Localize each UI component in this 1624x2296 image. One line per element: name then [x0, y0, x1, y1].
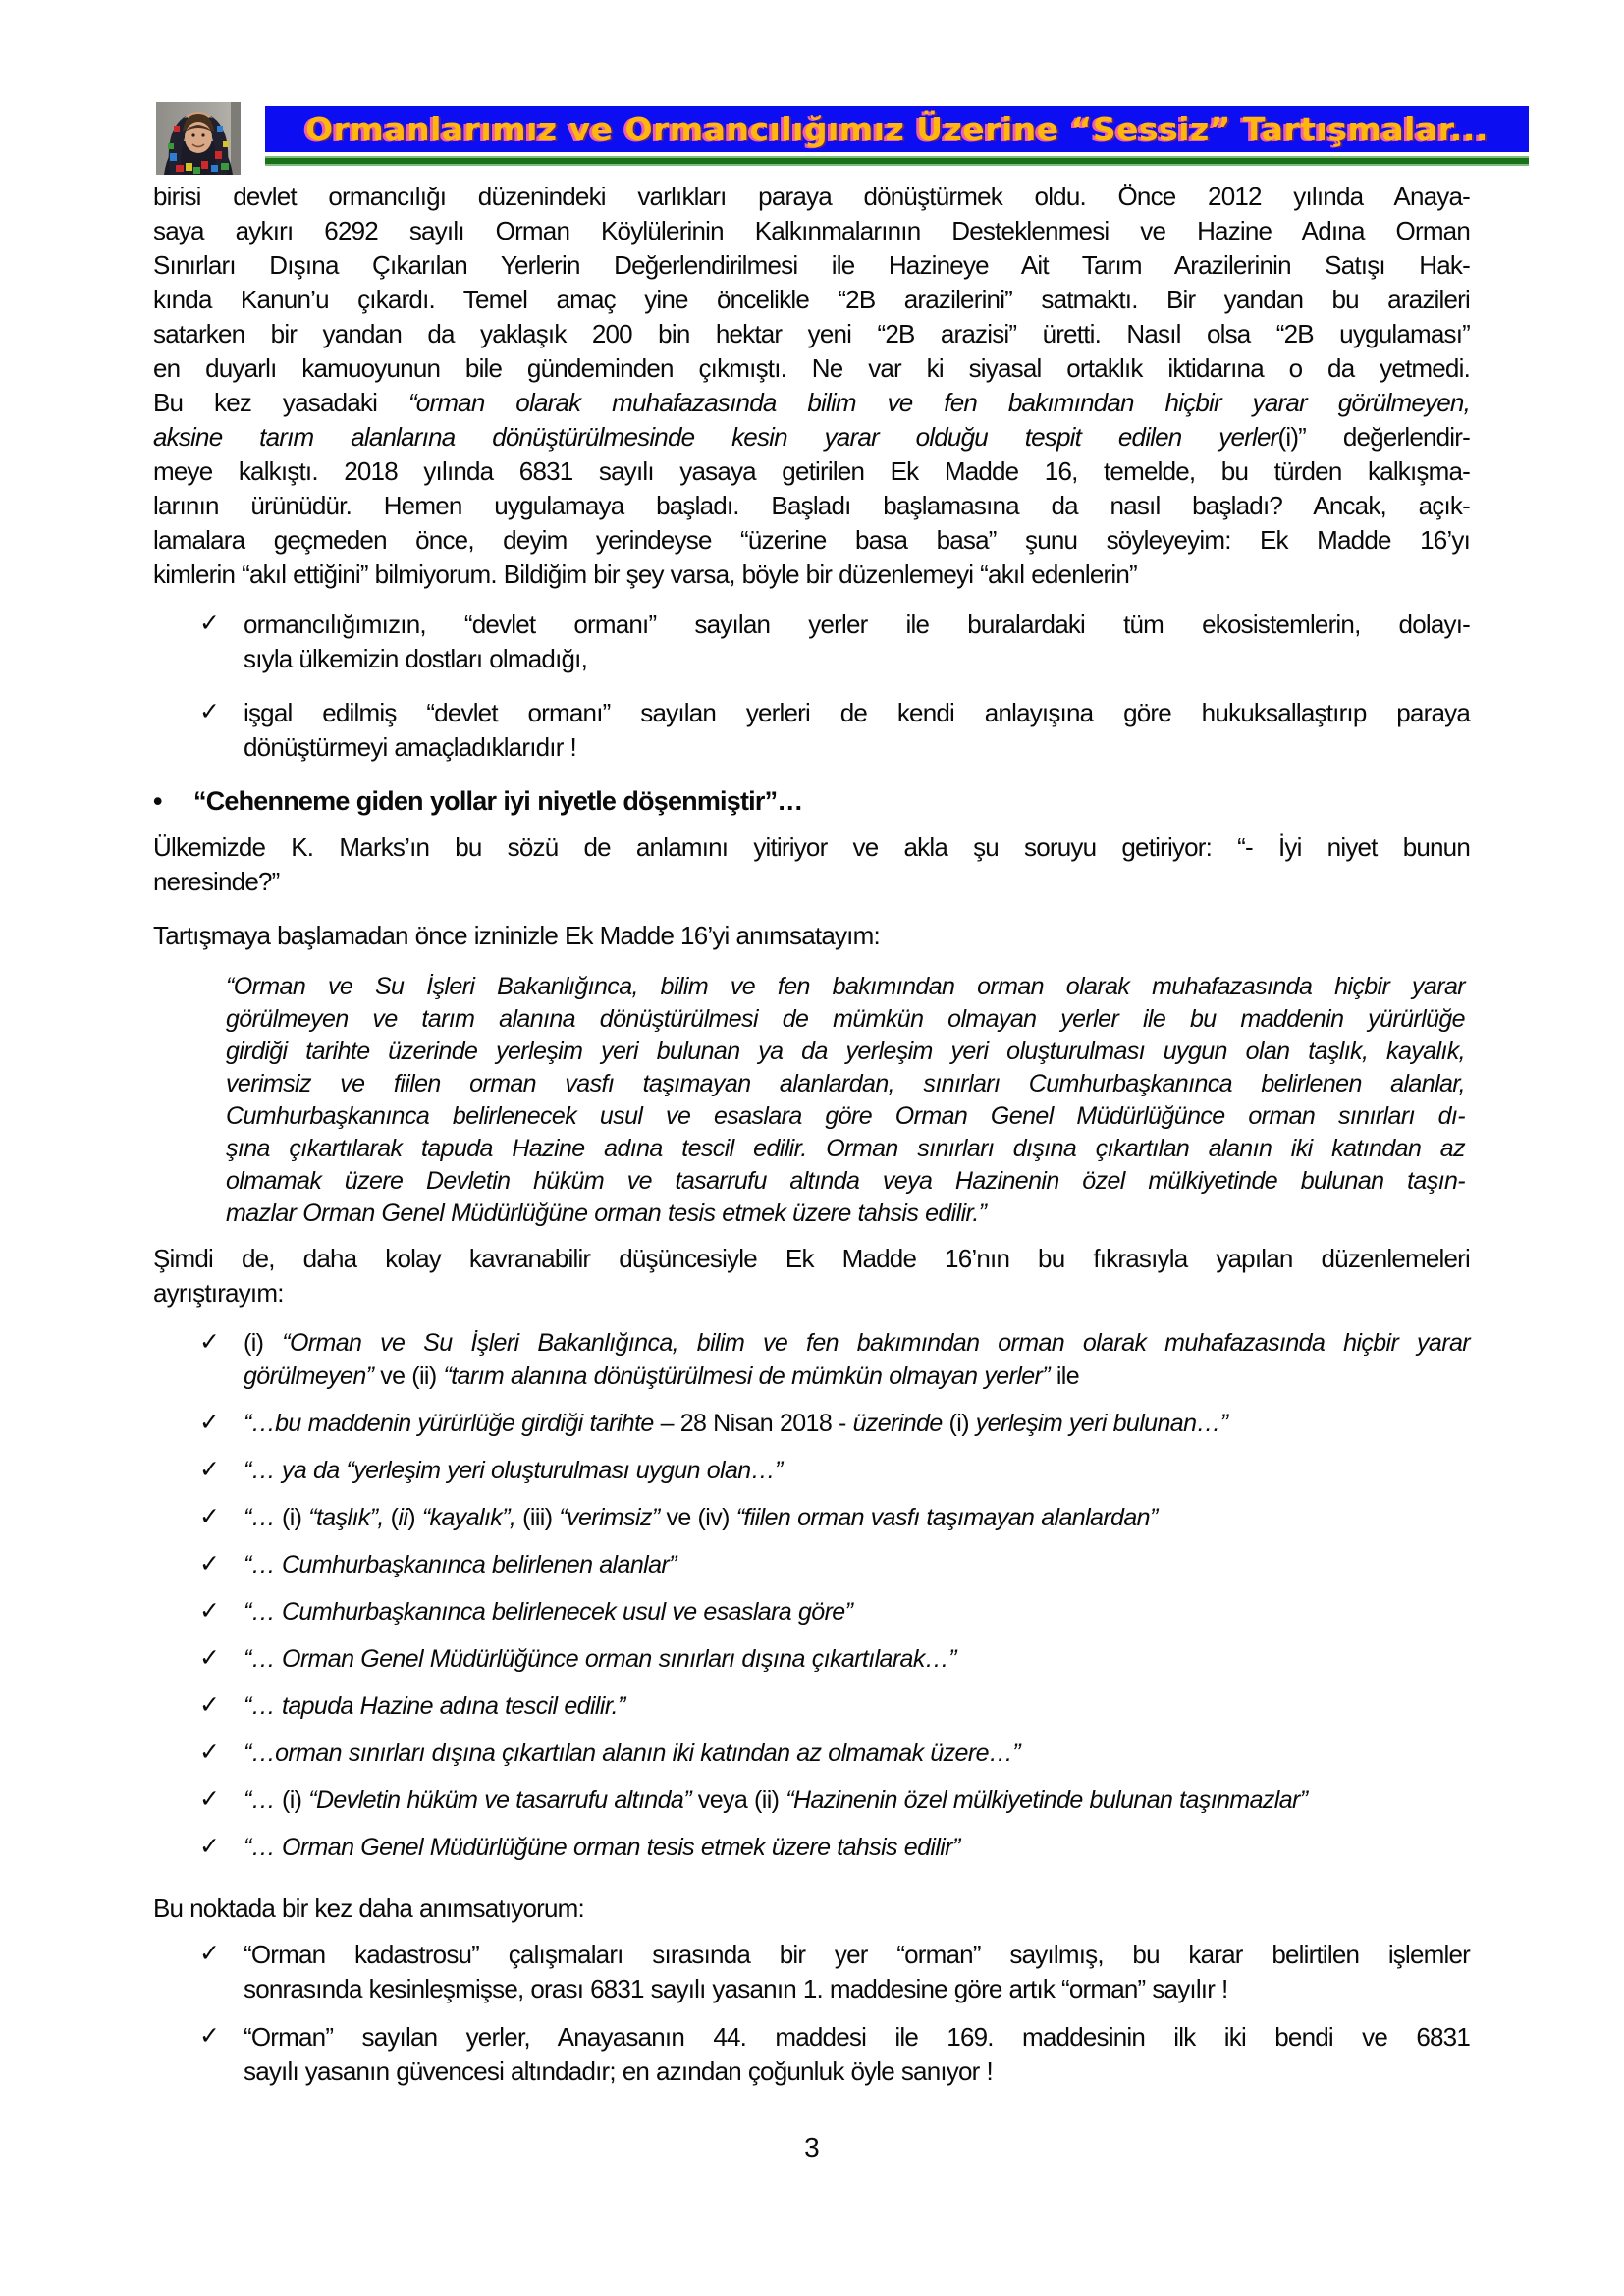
- list-item: [199, 2020, 1470, 2089]
- green-rule: [265, 156, 1529, 166]
- check-icon: ✓: [199, 1597, 220, 1625]
- section-heading-text: “Cehenneme giden yollar iyi niyetle döşenmiştir”…: [193, 786, 803, 816]
- check-icon: ✓: [199, 1738, 220, 1766]
- text-line: olmamak üzere Devletin hüküm ve tasarrufu altında veya Hazinenin özel mülkiyetinde bulunan taşın-: [226, 1167, 1465, 1195]
- paragraph-invite: [153, 919, 1470, 953]
- text-line: Ülkemizde K. Marks’ın bu sözü de anlamını yitiriyor ve akla şu soruyu getiriyor: “- İyi niyet bunun: [153, 832, 1470, 862]
- law-quote-block: [226, 971, 1465, 1230]
- paragraph-simdi: [153, 1242, 1470, 1310]
- list-item-text: [244, 1407, 1470, 1440]
- text-line: görülmeyen” ve (ii) “tarım alanına dönüştürülmesi de mümkün olmayan yerler” ile: [244, 1362, 1080, 1390]
- text-line: meye kalkıştı. 2018 yılında 6831 sayılı yasaya getirilen Ek Madde 16, temelde, bu türden kalkışma-: [153, 456, 1470, 486]
- check-icon: ✓: [199, 1940, 220, 1967]
- check-icon: ✓: [199, 1644, 220, 1672]
- list-item: [199, 1689, 1470, 1723]
- author-photo: [156, 102, 241, 175]
- text-line: mazlar Orman Genel Müdürlüğüne orman tesis etmek üzere tahsis edilir.”: [226, 1200, 987, 1227]
- text-line: neresinde?”: [153, 867, 280, 896]
- page-title: Ormanlarımız ve Ormancılığımız Üzerine “Sessiz” Tartışmalar...: [305, 110, 1489, 148]
- text-line: Bu noktada bir kez daha anımsatıyorum:: [153, 1894, 584, 1923]
- check-icon: ✓: [199, 1328, 220, 1356]
- text-line: larının ürünüdür. Hemen uygulamaya başladı. Başladı başlamasına da nasıl başladı? Ancak, açık-: [153, 491, 1470, 520]
- list-item-text: [244, 1642, 1470, 1676]
- text-line: kimlerin “akıl ettiğini” bilmiyorum. Bildiğim bir şey varsa, böyle bir düzenlemeyi “akıl edenlerin”: [153, 560, 1137, 589]
- document-body: [153, 180, 1470, 2164]
- bullet-icon: •: [153, 786, 162, 816]
- text-line: “Orman” sayılan yerler, Anayasanın 44. maddesi ile 169. maddesinin ilk iki bendi ve 6831: [244, 2022, 1470, 2052]
- list-item: [199, 608, 1470, 676]
- list-item-text: [244, 696, 1470, 765]
- check-icon: ✓: [199, 2022, 220, 2050]
- text-line: “… Cumhurbaşkanınca belirlenecek usul ve esaslara göre”: [244, 1598, 853, 1626]
- text-line: birisi devlet ormancılığı düzenindeki varlıkları paraya dönüştürmek oldu. Önce 2012 yılında Anaya-: [153, 182, 1470, 211]
- analysis-list: [153, 1326, 1470, 1864]
- list-item: [199, 696, 1470, 765]
- text-line: “Orman ve Su İşleri Bakanlığınca, bilim ve fen bakımından orman olarak muhafazasında hiçbir yarar: [226, 973, 1465, 1000]
- page-number: 3: [804, 2132, 819, 2163]
- paragraph-marks: [153, 830, 1470, 899]
- list-item-text: [244, 1454, 1470, 1487]
- list-item: [199, 1501, 1470, 1534]
- text-line: görülmeyen ve tarım alanına dönüştürülmesi de mümkün olmayan yerler ile bu maddenin yürürlüğe: [226, 1005, 1465, 1033]
- title-banner: [265, 106, 1529, 152]
- section-heading: [153, 784, 1470, 819]
- conclusions-list: [153, 608, 1470, 765]
- check-icon: ✓: [199, 1786, 220, 1813]
- text-line: Sınırları Dışına Çıkarılan Yerlerin Değerlendirilmesi ile Hazineye Ait Tarım Arazilerinin Satışı Hak-: [153, 250, 1470, 280]
- list-item: [199, 1938, 1470, 2006]
- text-line: ormancılığımızın, “devlet ormanı” sayılan yerler ile buralardaki tüm ekosistemlerin, dolayı-: [244, 610, 1470, 639]
- list-item: [199, 1326, 1470, 1393]
- check-icon: ✓: [199, 1550, 220, 1577]
- list-item: [199, 1454, 1470, 1487]
- paragraph-noktada: [153, 1892, 1470, 1926]
- text-line: “…orman sınırları dışına çıkartılan alanın iki katından az olmamak üzere…”: [244, 1739, 1020, 1767]
- text-line: Şimdi de, daha kolay kavranabilir düşüncesiyle Ek Madde 16’nın bu fıkrasıyla yapılan düzenlemeleri: [153, 1244, 1470, 1273]
- list-item: [199, 1548, 1470, 1581]
- list-item: [199, 1831, 1470, 1864]
- text-line: kında Kanun’u çıkardı. Temel amaç yine öncelikle “2B arazilerini” satmaktı. Bir yandan bu arazileri: [153, 285, 1470, 314]
- text-line: “… tapuda Hazine adına tescil edilir.”: [244, 1692, 625, 1720]
- list-item: [199, 1595, 1470, 1629]
- list-item-text: [244, 2020, 1470, 2089]
- list-item-text: [244, 1595, 1470, 1629]
- list-item-text: [244, 1689, 1470, 1723]
- text-line: “… Orman Genel Müdürlüğünce orman sınırları dışına çıkartılarak…”: [244, 1645, 956, 1673]
- list-item-text: [244, 1831, 1470, 1864]
- text-line: sonrasında kesinleşmişse, orası 6831 sayılı yasanın 1. maddesine göre artık “orman” sayılır !: [244, 1974, 1228, 2003]
- text-line: Cumhurbaşkanınca belirlenecek usul ve esaslara göre Orman Genel Müdürlüğünce orman sınırları dı-: [226, 1102, 1465, 1130]
- check-icon: ✓: [199, 610, 220, 637]
- list-item: [199, 1642, 1470, 1676]
- list-item-text: [244, 1326, 1470, 1393]
- text-line: girdiği tarihte üzerinde yerleşim yeri bulunan ya da yerleşim yeri oluşturulması uygun olan taşlık, kayalık,: [226, 1038, 1465, 1065]
- text-line: satarken bir yandan da yaklaşık 200 bin hektar yeni “2B arazisi” üretti. Nasıl olsa “2B uygulaması”: [153, 319, 1470, 348]
- author-photo-image: [156, 102, 241, 175]
- text-line: dönüştürmeyi amaçladıklarıdır !: [244, 732, 576, 762]
- final-list: [153, 1938, 1470, 2089]
- list-item-text: [244, 1784, 1470, 1817]
- check-icon: ✓: [199, 698, 220, 725]
- list-item-text: [244, 1736, 1470, 1770]
- check-icon: ✓: [199, 1456, 220, 1483]
- list-item-text: [244, 1938, 1470, 2006]
- text-line: “… Orman Genel Müdürlüğüne orman tesis etmek üzere tahsis edilir”: [244, 1834, 960, 1861]
- text-line: en duyarlı kamuoyunun bile gündeminden çıkmıştı. Ne var ki siyasal ortaklık iktidarına o da yetmedi.: [153, 353, 1470, 383]
- text-line: (i) “Orman ve Su İşleri Bakanlığınca, bilim ve fen bakımından orman olarak muhafazasında hiçbir yarar: [244, 1329, 1470, 1357]
- text-line: “… (i) “Devletin hüküm ve tasarrufu altında” veya (ii) “Hazinenin özel mülkiyetinde bulunan taşınmazlar”: [244, 1787, 1308, 1814]
- paragraph-intro: [153, 180, 1470, 592]
- text-line: Bu kez yasadaki “orman olarak muhafazasında bilim ve fen bakımından hiçbir yarar görülmeyen,: [153, 388, 1471, 417]
- text-line: “… (i) “taşlık”, (ii) “kayalık”, (iii) “verimsiz” ve (iv) “fiilen orman vasfı taşımayan alanlardan”: [244, 1504, 1158, 1531]
- list-item-text: [244, 1501, 1470, 1534]
- text-line: “… Cumhurbaşkanınca belirlenen alanlar”: [244, 1551, 677, 1578]
- text-line: verimsiz ve fiilen orman vasfı taşımayan alanlardan, sınırları Cumhurbaşkanınca belirlenen alanlar,: [226, 1070, 1465, 1097]
- text-line: sıyla ülkemizin dostları olmadığı,: [244, 644, 588, 673]
- check-icon: ✓: [199, 1833, 220, 1860]
- text-line: Tartışmaya başlamadan önce izninizle Ek Madde 16’yi anımsatayım:: [153, 921, 880, 950]
- check-icon: ✓: [199, 1409, 220, 1436]
- text-line: sayılı yasanın güvencesi altındadır; en azından çoğunluk öyle sanıyor !: [244, 2056, 993, 2086]
- text-line: “Orman kadastrosu” çalışmaları sırasında bir yer “orman” sayılmış, bu karar belirtilen işlemler: [244, 1940, 1470, 1969]
- text-line: “…bu maddenin yürürlüğe girdiği tarihte – 28 Nisan 2018 - üzerinde (i) yerleşim yeri bulunan…”: [244, 1410, 1228, 1437]
- text-line: şına çıkartılarak tapuda Hazine adına tescil edilir. Orman sınırları dışına çıkartılan alanın iki katından az: [226, 1135, 1465, 1162]
- text-line: ayrıştırayım:: [153, 1278, 284, 1308]
- text-line: “… ya da “yerleşim yeri oluşturulması uygun olan…”: [244, 1457, 783, 1484]
- list-item: [199, 1784, 1470, 1817]
- text-line: saya aykırı 6292 sayılı Orman Köylülerinin Kalkınmalarının Desteklenmesi ve Hazine Adına Orman: [153, 216, 1470, 245]
- text-line: lamalara geçmeden önce, deyim yerindeyse “üzerine basa basa” şunu söyleyeyim: Ek Madde 16’yı: [153, 525, 1470, 555]
- list-item-text: [244, 608, 1470, 676]
- text-line: işgal edilmiş “devlet ormanı” sayılan yerleri de kendi anlayışına göre hukuksallaştırıp paraya: [244, 698, 1470, 727]
- list-item-text: [244, 1548, 1470, 1581]
- check-icon: ✓: [199, 1691, 220, 1719]
- text-line: aksine tarım alanlarına dönüştürülmesinde kesin yarar olduğu tespit edilen yerler(i)” değerlendir-: [153, 422, 1470, 452]
- check-icon: ✓: [199, 1503, 220, 1530]
- list-item: [199, 1736, 1470, 1770]
- list-item: [199, 1407, 1470, 1440]
